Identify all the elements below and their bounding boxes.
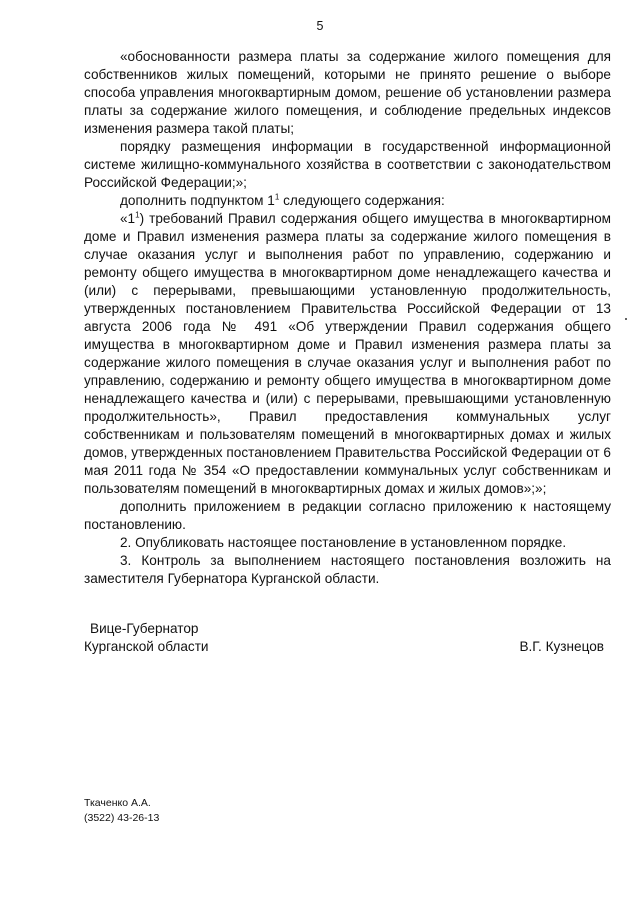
subclause-body: ) требований Правил содержания общего имущества в многоквартирном доме и Правил изменения размера платы за содержание жилого помещения в случае оказания услуг и выполнения работ по управлению, содержанию и ремонту общего имущества в многоквартирном доме ненадлежащего качества и (или) с перерывами, превышающими установленную продолжительность, утвержденных постановлением Правительства Российской Федерации от 13 августа 2006 года № 491 «Об утверждении Правил содержания общего имущества в многоквартирном доме и Правил изменения размера платы за содержание жилого помещения в случае оказания услуг и выполнения работ по управлению, содержанию и ремонту общего имущества в многоквартирном доме ненадлежащего качества и (или) с перерывами, превышающими установленную продолжительность», Правил предоставления коммунальных услуг собственникам и пользователям помещений в многоквартирных домах и жилых домов, утвержденных постановлением Правительства Российской Федерации от 6 мая 2011 года № 354 «О предоставлении коммунальных услуг собственникам и пользователям помещений в многоквартирных домах и жилых домов»;»; bbox=[84, 211, 611, 496]
page-number: 5 bbox=[316, 19, 324, 33]
paragraph-add-subclause bbox=[84, 192, 611, 210]
executor-block bbox=[84, 796, 159, 826]
superscript-marker: 1 bbox=[274, 192, 280, 202]
paragraph-publish: 2. Опубликовать настоящее постановление в установленном порядке. bbox=[120, 535, 567, 550]
signatory-position-line1: Вице-Губернатор bbox=[90, 621, 199, 636]
paragraph-add-appendix: дополнить приложением в редакции согласно приложению к настоящему постановлению. bbox=[84, 499, 611, 532]
scan-speck bbox=[625, 318, 627, 320]
signatory-name: В.Г. Кузнецов bbox=[519, 639, 604, 654]
signatory-position-line2: Курганской области bbox=[84, 639, 209, 654]
document-body bbox=[84, 48, 611, 588]
subclause-prefix: «1 bbox=[120, 211, 136, 226]
paragraph-control: 3. Контроль за выполнением настоящего постановления возложить на заместителя Губернатора Курганской области. bbox=[84, 553, 611, 586]
signatory-position bbox=[84, 620, 209, 656]
superscript-marker: 1 bbox=[135, 210, 140, 220]
add-subclause-text-end: следующего содержания: bbox=[283, 193, 445, 208]
paragraph-subclause-text bbox=[84, 210, 611, 498]
paragraph-info-placement: порядку размещения информации в государственной информационной системе жилищно-коммунального хозяйства в соответствии с законодательством Российской Федерации;»; bbox=[84, 139, 611, 190]
executor-name: Ткаченко А.А. bbox=[84, 797, 151, 809]
paragraph-quote-start: «обоснованности размера платы за содержание жилого помещения для собственников жилых помещений, которыми не принято решение о выборе способа управления многоквартирным домом, решение об установлении размера платы за содержание жилого помещения, и соблюдение предельных индексов изменения размера такой платы; bbox=[84, 49, 611, 136]
add-subclause-text: дополнить подпунктом 1 bbox=[120, 193, 275, 208]
executor-phone: (3522) 43-26-13 bbox=[84, 812, 160, 824]
